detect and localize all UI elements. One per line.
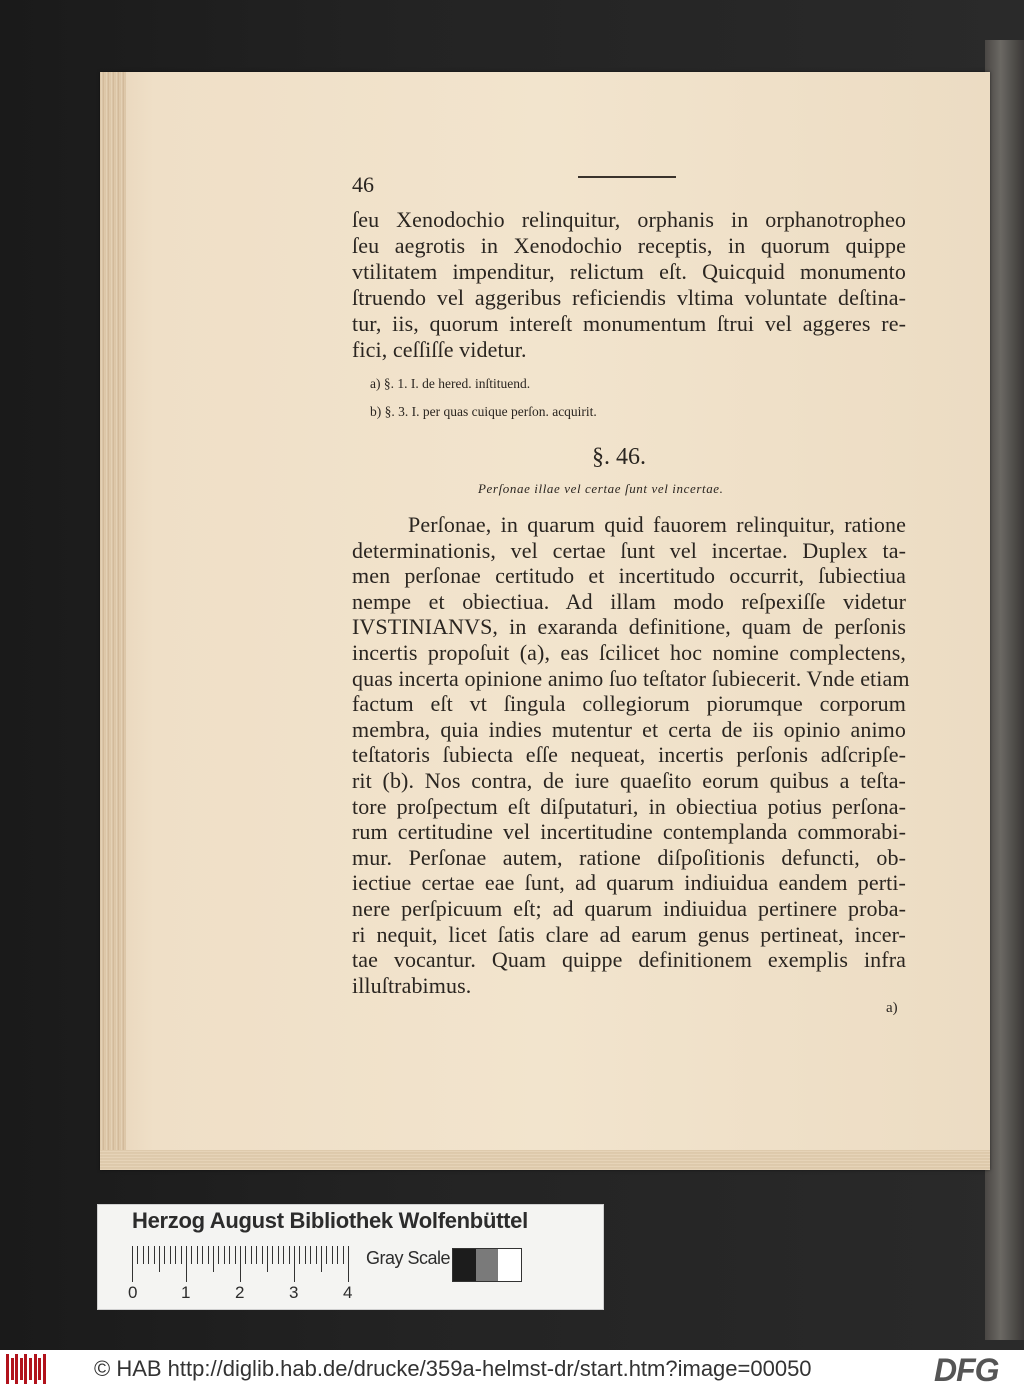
ruler-tick	[240, 1246, 241, 1282]
ruler-tick	[348, 1246, 349, 1282]
gray-scale-label: Gray Scale	[366, 1248, 451, 1268]
header-rule	[578, 176, 676, 178]
section-line: nere perſpicuum eſt; ad quarum indiuidua pertinere proba-	[352, 896, 906, 921]
ruler-tick	[159, 1246, 160, 1272]
section-line: tae vocantur. Quam quippe definitionem exemplis infra	[352, 947, 906, 973]
section-line: illuſtrabimus.	[352, 972, 472, 998]
section-line: factum eſt vt ſingula collegiorum piorumque corporum	[352, 691, 906, 717]
footnote-b: b) §. 3. I. per quas cuique perſon. acquirit.	[370, 404, 597, 419]
ruler-tick	[289, 1246, 290, 1264]
ruler-tick	[202, 1246, 203, 1264]
ruler-tick	[272, 1246, 273, 1264]
body-line: ſtruendo vel aggeribus reficiendis vltima voluntate deſtina-	[352, 285, 906, 310]
scale-number: 2	[235, 1283, 245, 1302]
ruler-tick	[132, 1246, 133, 1282]
section-subtitle: Perſonae illae vel certae ſunt vel incertae.	[478, 481, 724, 496]
ruler-tick	[181, 1246, 182, 1264]
ruler-tick	[316, 1246, 317, 1264]
section-line: quas incerta opinione animo ſuo teſtator ſubiecerit. Vnde etiam	[352, 665, 910, 691]
body-line: ſeu aegrotis in Xenodochio receptis, in quorum quippe	[352, 233, 906, 258]
ruler-tick	[278, 1246, 279, 1264]
ruler-tick	[208, 1246, 209, 1264]
ruler-tick	[137, 1246, 138, 1264]
section-line: mur. Perſonae autem, ratione diſpoſitionis defuncti, ob-	[352, 844, 906, 870]
ruler-tick	[326, 1246, 327, 1264]
section-heading: §. 46.	[592, 444, 646, 470]
catchword: a)	[886, 1000, 898, 1016]
gray-swatch	[498, 1249, 521, 1281]
body-line: fici, ceſſiſſe videtur.	[352, 337, 527, 362]
ruler-tick	[148, 1246, 149, 1264]
dfg-logo: DFG	[934, 1352, 999, 1388]
ruler-tick	[332, 1246, 333, 1264]
body-line: ſeu Xenodochio relinquitur, orphanis in orphanotropheo	[352, 207, 906, 232]
page-stack-edge	[100, 72, 126, 1170]
body-line: vtilitatem impenditur, relictum eſt. Quicquid monumento	[352, 259, 906, 284]
card-title: Herzog August Bibliothek Wolfenbüttel	[132, 1208, 528, 1233]
section-line: IVSTINIANVS, in exaranda definitione, quam de perſonis	[352, 614, 906, 640]
ruler-tick	[197, 1246, 198, 1264]
ruler-tick	[267, 1246, 268, 1272]
gray-scale-swatches	[452, 1248, 522, 1282]
body-line: tur, iis, quorum intereſt monumentum ſtrui vel aggeres re-	[352, 311, 906, 336]
scale-number: 0	[128, 1283, 138, 1302]
ruler-tick	[283, 1246, 284, 1264]
ruler-tick	[191, 1246, 192, 1264]
ruler-tick	[299, 1246, 300, 1264]
ruler-tick	[321, 1246, 322, 1272]
ruler-tick	[186, 1246, 187, 1282]
ruler-tick	[245, 1246, 246, 1264]
section-line: determinationis, vel certae ſunt vel incertae. Duplex ta-	[352, 537, 906, 563]
ruler-tick	[235, 1246, 236, 1264]
ruler-tick	[337, 1246, 338, 1264]
footer-credit-link[interactable]: © HAB http://diglib.hab.de/drucke/359a-helmst-dr/start.htm?image=00050	[94, 1356, 812, 1381]
ruler-tick	[251, 1246, 252, 1264]
page-number: 46	[352, 172, 374, 197]
ruler-tick	[154, 1246, 155, 1264]
ruler-tick	[170, 1246, 171, 1264]
section-line: ri nequit, licet ſatis clare ad earum genus pertineat, incer-	[352, 921, 906, 947]
section-line: teſtatoris ſubiecta eſſe nequeat, incertis perſonis adſcripſe-	[352, 742, 906, 768]
ruler-tick	[218, 1246, 219, 1264]
section-line: Perſonae, in quarum quid fauorem relinquitur, ratione	[408, 512, 906, 537]
footnote-a: a) §. 1. I. de hered. inſtituend.	[370, 376, 531, 391]
section-line: nempe et obiectiua. Ad illam modo reſpexiſſe videtur	[352, 588, 906, 614]
ruler-tick	[229, 1246, 230, 1264]
section-line: membra, quia indies mutentur et certa de iis opinio animo	[352, 716, 906, 742]
ruler-tick	[224, 1246, 225, 1264]
ruler-tick	[262, 1246, 263, 1264]
scale-number: 1	[181, 1283, 191, 1302]
ruler-tick	[256, 1246, 257, 1264]
gray-swatch	[453, 1249, 476, 1281]
page-stack-bottom	[100, 1150, 990, 1170]
section-line: rit (b). Nos contra, de iure quaeſito eorum quibus a teſta-	[352, 768, 906, 793]
ruler-tick	[310, 1246, 311, 1264]
ruler-tick	[305, 1246, 306, 1264]
section-line: iectiue certae eae ſunt, ad quarum indiuidua eandem perti-	[352, 870, 906, 896]
scale-number: 3	[289, 1283, 299, 1302]
scale-number: 4	[343, 1283, 353, 1302]
ruler-tick	[143, 1246, 144, 1264]
hab-logo-icon	[6, 1354, 48, 1384]
scale-ruler	[132, 1246, 354, 1282]
ruler-tick	[294, 1246, 295, 1282]
section-line: tore proſpectum eſt diſputaturi, in obiectiua potius perſona-	[352, 793, 906, 819]
section-line: incertis propoſuit (a), eas ſcilicet hoc nomine complectens,	[352, 640, 906, 665]
ruler-tick	[164, 1246, 165, 1264]
ruler-tick	[175, 1246, 176, 1264]
scanner-edge	[985, 40, 1024, 1340]
ruler-tick	[343, 1246, 344, 1264]
section-line: rum certitudine vel incertitudine contemplanda commorabi-	[352, 819, 906, 845]
ruler-tick	[213, 1246, 214, 1272]
gray-swatch	[476, 1249, 499, 1281]
section-line: men perſonae certitudo et incertitudo occurrit, ſubiectiua	[352, 563, 906, 589]
